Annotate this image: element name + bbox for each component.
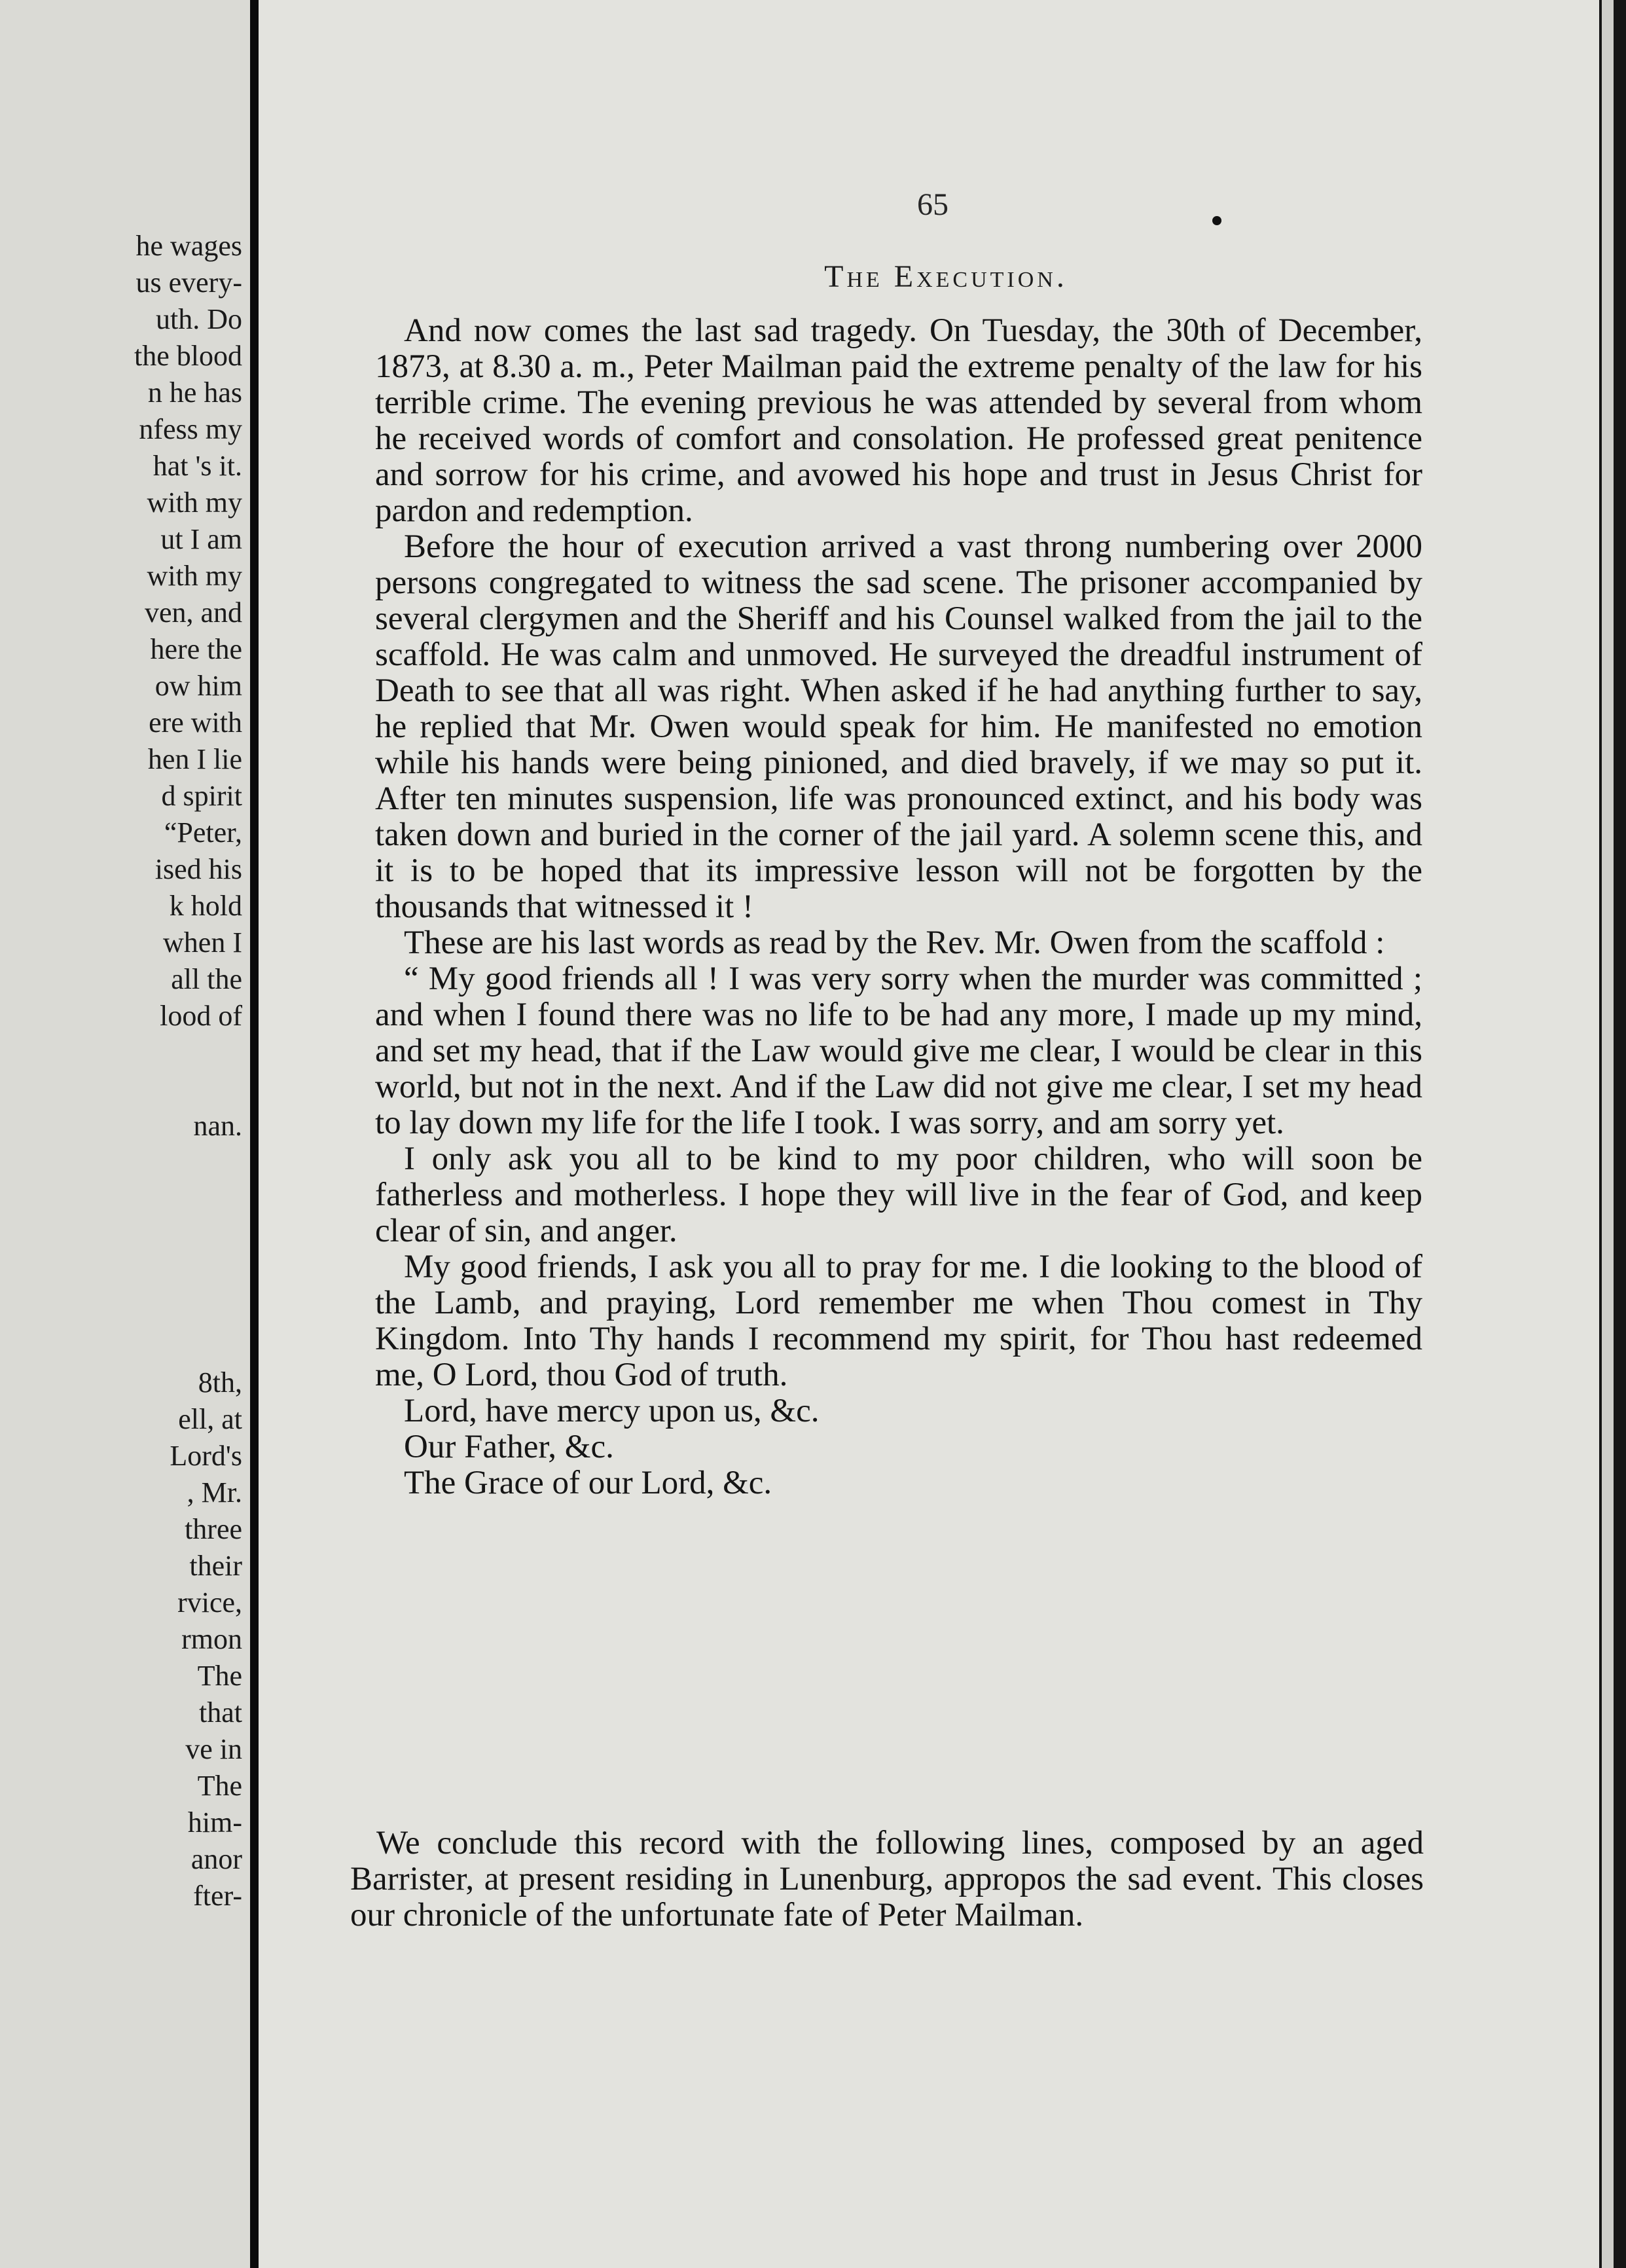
left-page-line: ised his — [154, 853, 242, 885]
document-page — [259, 0, 1599, 2268]
left-page-line: ell, at — [178, 1403, 242, 1435]
left-page-line: the blood — [134, 340, 242, 372]
left-page-line — [0, 1328, 242, 1364]
paragraph-speech-1: “ My good friends all ! I was very sorry when the murder was committed ; and when I found there was no life to be had any more, I made up my mind, and set my head, that if the Law would give me clear, I would be clear in this world, but not in the next. And if the Law did not give me clear, I set my head to lay down my life for the life I took. I was sorry, and am sorry yet. — [375, 960, 1422, 1141]
paragraph-speech-2: I only ask you all to be kind to my poor children, who will soon be fatherless and motherless. I hope they will live in the fear of God, and keep clear of sin, and anger. — [375, 1141, 1422, 1249]
body-text — [375, 313, 1422, 1501]
left-page-line: their — [189, 1550, 242, 1582]
book-spine — [251, 0, 259, 2268]
left-page-line: he wages — [136, 230, 242, 262]
right-page-edge — [1599, 0, 1626, 2268]
left-page-line: lood of — [160, 1000, 242, 1032]
left-page-line: that — [199, 1696, 242, 1728]
left-page-line: us every- — [136, 266, 242, 299]
prayer-line-1: Lord, have mercy upon us, &c. — [404, 1393, 820, 1429]
left-page-line: k hold — [169, 890, 242, 922]
section-heading: The Execution. — [824, 259, 1068, 294]
left-page-line: hen I lie — [147, 743, 242, 775]
closing-text: We conclude this record with the following lines, composed by an aged Barrister, at present residing in Lunenburg, appropos the sad event. This closes our chronicle of the unfortunate fate of Peter Mailman. — [350, 1825, 1424, 1933]
prayer-line-3: The Grace of our Lord, &c. — [404, 1465, 772, 1501]
left-page-line: 8th, — [198, 1366, 242, 1399]
left-page-line: ow him — [154, 670, 242, 702]
left-page-line — [0, 1254, 242, 1291]
left-page-line: ere with — [149, 706, 242, 739]
left-page-line: when I — [163, 926, 242, 959]
left-page-line — [0, 1034, 242, 1071]
closing-paragraph — [350, 1825, 1424, 1933]
prayer-line-2: Our Father, &c. — [404, 1429, 614, 1465]
paragraph-last-words-intro: These are his last words as read by the Rev. Mr. Owen from the scaffold : — [404, 924, 1385, 961]
left-page-line: all the — [171, 963, 242, 995]
left-page-line: “Peter, — [164, 816, 242, 849]
left-page-line: with my — [147, 486, 242, 519]
left-page-line: fter- — [193, 1880, 242, 1912]
left-facing-page — [0, 0, 250, 2268]
left-page-line: d spirit — [161, 780, 242, 812]
left-page-line: nan. — [193, 1110, 242, 1142]
next-page-edge — [1602, 0, 1614, 2268]
left-page-line — [0, 1218, 242, 1254]
paragraph-speech-3: My good friends, I ask you all to pray for me. I die looking to the blood of the Lamb, and praying, Lord remember me when Thou comest in Thy Kingdom. Into Thy hands I recommend my spirit, for Thou hast redeemed me, O Lord, thou God of truth. — [375, 1249, 1422, 1393]
left-page-line: rmon — [181, 1623, 242, 1655]
left-page-line: ve in — [185, 1733, 242, 1765]
left-page-line: The — [197, 1770, 242, 1802]
ink-speck — [1212, 216, 1221, 225]
left-page-text-column — [0, 228, 242, 1914]
left-page-line: uth. Do — [156, 303, 242, 335]
left-page-line — [0, 1144, 242, 1181]
paragraph-execution-intro: And now comes the last sad tragedy. On Tuesday, the 30th of December, 1873, at 8.30 a. m., Peter Mailman paid the extreme penalty of the law for his terrible crime. The evening previous he was attended by several from whom he received words of comfort and consolation. He professed great penitence and sorrow for his crime, and avowed his hope and trust in Jesus Christ for pardon and redemption. — [375, 312, 1422, 529]
left-page-line: Lord's — [170, 1440, 242, 1472]
left-page-line: The — [197, 1660, 242, 1692]
left-page-line — [0, 1291, 242, 1328]
left-page-line: ut I am — [160, 523, 242, 555]
left-page-line: , Mr. — [187, 1476, 242, 1509]
left-page-line: nfess my — [139, 413, 242, 445]
left-page-line — [0, 1071, 242, 1108]
left-page-line: three — [185, 1513, 242, 1545]
left-page-line: with my — [147, 560, 242, 592]
page-number: 65 — [917, 187, 948, 222]
left-page-line: here the — [150, 633, 242, 665]
left-page-line: ven, and — [144, 596, 242, 629]
left-page-line: anor — [190, 1843, 242, 1875]
left-page-line: n he has — [147, 376, 242, 409]
left-page-line: him- — [187, 1806, 242, 1838]
paragraph-scaffold: Before the hour of execution arrived a vast throng numbering over 2000 persons congregated to witness the sad scene. The prisoner accompanied by several clergymen and the Sheriff and his Counsel walked from the jail to the scaffold. He was calm and unmoved. He surveyed the dreadful instrument of Death to see that all was right. When asked if he had anything further to say, he replied that Mr. Owen would speak for him. He manifested no emotion while his hands were being pinioned, and died bravely, if we may so put it. After ten minutes suspension, life was pronounced extinct, and his body was taken down and buried in the corner of the jail yard. A solemn scene this, and it is to be hoped that its impressive lesson will not be forgotten by the thousands that witnessed it ! — [375, 528, 1422, 925]
left-page-line — [0, 1181, 242, 1218]
left-page-line: rvice, — [177, 1586, 242, 1619]
left-page-line: hat 's it. — [153, 450, 242, 482]
